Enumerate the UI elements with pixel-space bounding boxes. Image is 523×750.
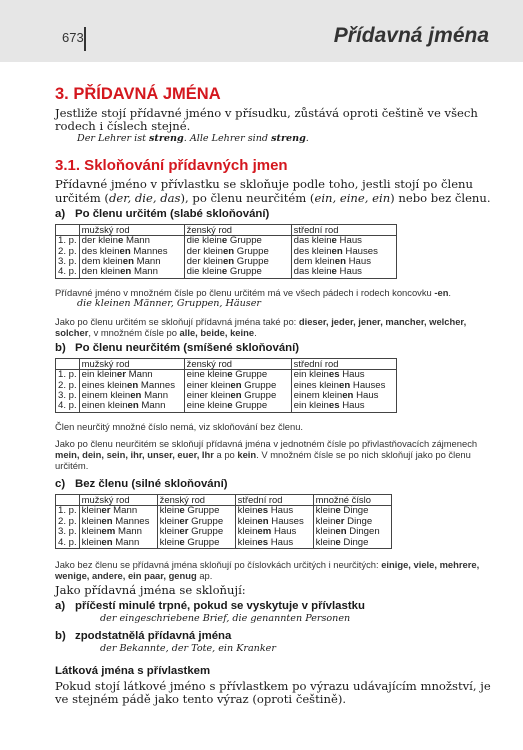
ending: e xyxy=(117,235,124,247)
noun: Hauses xyxy=(350,379,386,391)
declension-cell xyxy=(291,370,396,413)
declension-cell xyxy=(184,370,291,413)
stem: des klein xyxy=(293,245,332,257)
column-header: množné číslo xyxy=(313,494,391,505)
example-text: . Alle Lehrer sind xyxy=(183,133,272,145)
stem: der klein xyxy=(186,256,223,268)
ending: e xyxy=(331,266,337,278)
ending: em xyxy=(257,526,272,538)
weak-note-plural xyxy=(55,287,495,298)
note-bold: alle, beide, keine xyxy=(179,326,255,338)
weak-note-also xyxy=(55,316,495,338)
noun: Gruppe xyxy=(234,245,269,257)
column-header: střední rod xyxy=(235,494,313,505)
ending: e xyxy=(335,505,341,517)
noun: Dingen xyxy=(346,526,380,538)
case-header-blank xyxy=(56,358,80,369)
ending: e xyxy=(179,505,185,517)
note-bold: -en xyxy=(434,286,449,298)
stem: den klein xyxy=(81,266,121,278)
nouns-item-a-example: der eingeschriebene Brief, die genannten Personen xyxy=(100,613,351,625)
noun: Gruppe xyxy=(184,536,220,548)
note-text: Jako po členu neurčitém se skloňují přídavná jména v jednotném čísle po přivlastňovacích zájmenech xyxy=(55,437,478,449)
noun: Haus xyxy=(353,390,379,402)
note-text: . xyxy=(254,326,257,338)
ending: e xyxy=(221,235,228,247)
stem: klein xyxy=(159,515,180,527)
noun: Haus xyxy=(336,235,362,247)
case-labels: 1. p. 2. p. 3. p. 4. p. xyxy=(56,236,80,279)
intro-text: Přídavné jméno v přívlastku se skloňuje podle toho, jestli stojí po členu určitém ( xyxy=(55,177,473,205)
nouns-item-a-label: a) xyxy=(55,600,66,613)
strong-note xyxy=(55,559,495,581)
ending: en xyxy=(230,390,242,402)
stem: klein xyxy=(237,526,258,538)
ending: er xyxy=(179,526,189,538)
weak-plural-example: die kleinen Männer, Gruppen, Häuser xyxy=(77,297,261,309)
stem: einer klein xyxy=(186,379,231,391)
ending: en xyxy=(101,536,113,548)
stem: einen klein xyxy=(81,400,128,412)
note-text: Jako po členu určitém se skloňují přídavná jména také po: xyxy=(55,315,299,327)
substance-title: Látková jména s přívlastkem xyxy=(55,665,211,678)
strong-title: Bez členu (silné skloňování) xyxy=(75,477,228,490)
stem: klein xyxy=(81,515,102,527)
noun: Mann xyxy=(141,390,169,402)
stem: klein xyxy=(315,536,336,548)
noun: Haus xyxy=(271,526,297,538)
section-example xyxy=(77,133,495,144)
column-header: ženský rod xyxy=(184,224,291,235)
noun: Hauses xyxy=(342,245,378,257)
stem: des klein xyxy=(81,245,120,257)
ending: en xyxy=(127,379,139,391)
ending: es xyxy=(328,369,340,381)
noun: Hauses xyxy=(268,515,304,527)
declension-cell xyxy=(313,506,391,549)
column-header: ženský rod xyxy=(157,494,235,505)
column-header: mužský rod xyxy=(79,494,157,505)
declension-form xyxy=(316,538,389,548)
strong-declension-table xyxy=(55,494,392,549)
stem: eine klein xyxy=(186,369,228,381)
ending: e xyxy=(335,536,341,548)
noun: Mann xyxy=(110,505,138,517)
stem: klein xyxy=(237,505,258,517)
noun: Gruppe xyxy=(232,400,268,412)
note-text: , v množném čísle po xyxy=(88,326,180,338)
article-list: ein, eine, ein xyxy=(314,190,391,205)
ending: e xyxy=(227,400,233,412)
stem: ein klein xyxy=(293,400,329,412)
stem: ein klein xyxy=(293,369,329,381)
page-content xyxy=(55,84,495,707)
declension-cell xyxy=(184,236,291,279)
declension-cell xyxy=(79,236,184,279)
noun: Mannes xyxy=(112,515,150,527)
column-header: mužský rod xyxy=(79,224,184,235)
declension-form xyxy=(187,267,289,277)
declension-cell xyxy=(235,506,313,549)
declension-form xyxy=(160,538,233,548)
noun: Haus xyxy=(336,266,362,278)
note-text: a po xyxy=(213,448,238,460)
declension-form xyxy=(82,401,182,411)
case-header-blank xyxy=(56,494,80,505)
intro-text: ), po členu neurčitém ( xyxy=(180,190,315,205)
article-list: der, die, das xyxy=(108,190,181,205)
stem: ein klein xyxy=(81,369,117,381)
declension-form xyxy=(187,401,289,411)
nouns-item-a-text: příčestí minulé trpné, pokud se vyskytuje v přívlastku xyxy=(75,600,365,613)
stem: klein xyxy=(315,526,336,538)
note-text: . V množném čísle se po nich skloňují jako po členu určitém. xyxy=(55,448,471,471)
ending: en xyxy=(120,266,132,278)
ending: e xyxy=(221,266,228,278)
ending: es xyxy=(257,505,269,517)
noun: Haus xyxy=(268,505,294,517)
ending: em xyxy=(101,526,116,538)
nouns-item-b-label: b) xyxy=(55,630,66,643)
mixed-declension-table xyxy=(55,358,397,413)
note-bold: kein xyxy=(237,448,257,460)
stem: klein xyxy=(159,505,180,517)
header-divider xyxy=(84,27,86,51)
example-bold: streng xyxy=(149,133,184,145)
stem: einer klein xyxy=(186,390,231,402)
strong-declension-heading xyxy=(55,477,495,491)
column-header: střední rod xyxy=(291,358,396,369)
note-text: Přídavné jméno v množném čísle po členu určitém má ve všech pádech i rodech koncovku xyxy=(55,286,435,298)
note-text: Jako bez členu se přídavná jména skloňují po číslovkách určitých i neurčitých: xyxy=(55,558,382,570)
noun: Haus xyxy=(268,536,294,548)
ending: er xyxy=(101,505,111,517)
ending: en xyxy=(257,515,269,527)
nouns-item-b xyxy=(55,629,495,643)
case-labels: 1. p. 2. p. 3. p. 4. p. xyxy=(56,370,80,413)
noun: Mann xyxy=(115,526,142,538)
stem: eines klein xyxy=(81,379,128,391)
noun: Gruppe xyxy=(241,390,277,402)
stem: das klein xyxy=(293,235,332,247)
column-header: ženský rod xyxy=(184,358,291,369)
stem: klein xyxy=(81,536,102,548)
ending: en xyxy=(122,256,134,268)
declension-form xyxy=(294,267,394,277)
note-bold: dieser, jeder, jener, mancher, welcher, solcher xyxy=(55,315,467,338)
noun: Mann xyxy=(131,266,158,278)
noun: Haus xyxy=(345,256,371,268)
declension-cell xyxy=(79,370,184,413)
ending: e xyxy=(179,536,185,548)
subsection-title: 3.1. Skloňování přídavných jmen xyxy=(55,157,288,175)
ending: en xyxy=(342,390,354,402)
case-labels: 1. p. 2. p. 3. p. 4. p. xyxy=(56,506,80,549)
noun: Gruppe xyxy=(227,235,262,247)
stem: klein xyxy=(237,515,258,527)
noun: Mann xyxy=(125,369,153,381)
weak-label: a) xyxy=(55,207,66,220)
ending: es xyxy=(257,536,269,548)
noun: Mann xyxy=(123,235,150,247)
subsection-intro xyxy=(55,178,495,204)
ending: en xyxy=(119,245,131,257)
noun: Mannes xyxy=(130,245,168,257)
example-text: . xyxy=(305,133,309,145)
noun: Gruppe xyxy=(241,379,277,391)
stem: klein xyxy=(315,515,336,527)
noun: Gruppe xyxy=(232,369,268,381)
mixed-note-2 xyxy=(55,438,495,471)
noun: Mann xyxy=(133,256,161,268)
strong-label: c) xyxy=(55,477,66,490)
stem: eine klein xyxy=(186,400,228,412)
ending: en xyxy=(101,515,113,527)
weak-title: Po členu určitém (slabé skloňování) xyxy=(75,207,270,220)
noun: Gruppe xyxy=(234,256,269,268)
section-title: 3. PŘÍDAVNÁ JMÉNA xyxy=(55,85,221,103)
nouns-intro: Jako přídavná jména se skloňují: xyxy=(55,582,246,597)
note-text: ap. xyxy=(196,569,213,581)
weak-declension-table xyxy=(55,224,397,279)
mixed-title: Po členu neurčitém (smíšené skloňování) xyxy=(75,341,300,354)
ending: en xyxy=(335,526,347,538)
note-bold: mein, dein, sein, ihr, unser, euer, Ihr xyxy=(55,448,214,460)
stem: der klein xyxy=(186,245,223,257)
declension-form xyxy=(82,538,155,548)
section-intro: Jestliže stojí přídavné jméno v přísudku, zůstává oproti češtině ve všech rodech i číslech stejné. xyxy=(55,106,478,134)
noun: Gruppe xyxy=(184,505,220,517)
ending: er xyxy=(116,369,126,381)
ending: en xyxy=(130,390,142,402)
declension-form xyxy=(238,538,311,548)
ending: en xyxy=(230,379,242,391)
stem: der klein xyxy=(81,235,118,247)
case-header-blank xyxy=(56,224,80,235)
declension-cell xyxy=(79,506,157,549)
weak-declension-heading xyxy=(55,207,495,221)
example-text: Der Lehrer ist xyxy=(77,133,150,145)
ending: e xyxy=(227,369,233,381)
ending: en xyxy=(334,256,346,268)
stem: klein xyxy=(81,505,102,517)
noun: Mannes xyxy=(138,379,176,391)
page-header xyxy=(0,0,523,62)
page-number: 673 xyxy=(62,30,84,45)
stem: dem klein xyxy=(81,256,123,268)
note-bold: einige, viele, mehrere, wenige, andere, ein paar, genug xyxy=(55,558,480,581)
ending: en xyxy=(339,379,351,391)
stem: das klein xyxy=(293,266,332,278)
stem: dem klein xyxy=(293,256,335,268)
noun: Haus xyxy=(339,400,365,412)
example-bold: streng xyxy=(271,133,306,145)
mixed-label: b) xyxy=(55,341,66,354)
declension-form xyxy=(294,401,394,411)
declension-cell xyxy=(291,236,396,279)
stem: die klein xyxy=(186,266,222,278)
stem: die klein xyxy=(186,235,222,247)
stem: klein xyxy=(315,505,336,517)
stem: klein xyxy=(159,526,180,538)
noun: Gruppe xyxy=(227,266,262,278)
ending: er xyxy=(335,515,345,527)
ending: en xyxy=(222,256,235,268)
ending: en xyxy=(127,400,139,412)
noun: Mann xyxy=(112,536,140,548)
note-text: . xyxy=(448,286,452,298)
noun: Dinge xyxy=(340,505,369,517)
mixed-note-1: Člen neurčitý množné číslo nemá, viz skloňování bez členu. xyxy=(55,420,304,432)
ending: en xyxy=(222,245,235,257)
ending: en xyxy=(331,245,343,257)
noun: Haus xyxy=(339,369,365,381)
ending: er xyxy=(179,515,189,527)
nouns-item-a xyxy=(55,599,495,613)
noun: Gruppe xyxy=(188,515,224,527)
noun: Gruppe xyxy=(188,526,224,538)
substance-text: Pokud stojí látkové jméno s přívlastkem po výrazu udávajícím množství, je ve stejném pádě jako tento výraz (oproti češtině). xyxy=(55,679,491,707)
declension-form xyxy=(82,267,182,277)
stem: einem klein xyxy=(293,390,343,402)
stem: klein xyxy=(159,536,180,548)
stem: klein xyxy=(237,536,258,548)
nouns-item-b-text: zpodstatnělá přídavná jména xyxy=(75,630,232,643)
ending: es xyxy=(328,400,340,412)
running-title: Přídavná jména xyxy=(333,24,489,47)
ending: e xyxy=(331,235,337,247)
noun: Dinge xyxy=(344,515,373,527)
intro-text: ) nebo bez členu. xyxy=(390,190,491,205)
stem: klein xyxy=(81,526,102,538)
column-header: mužský rod xyxy=(79,358,184,369)
stem: einem klein xyxy=(81,390,131,402)
noun: Mann xyxy=(138,400,166,412)
noun: Dinge xyxy=(340,536,369,548)
stem: eines klein xyxy=(293,379,340,391)
mixed-declension-heading xyxy=(55,341,495,355)
nouns-item-b-example: der Bekannte, der Tote, ein Kranker xyxy=(100,643,276,655)
column-header: střední rod xyxy=(291,224,396,235)
declension-cell xyxy=(157,506,235,549)
